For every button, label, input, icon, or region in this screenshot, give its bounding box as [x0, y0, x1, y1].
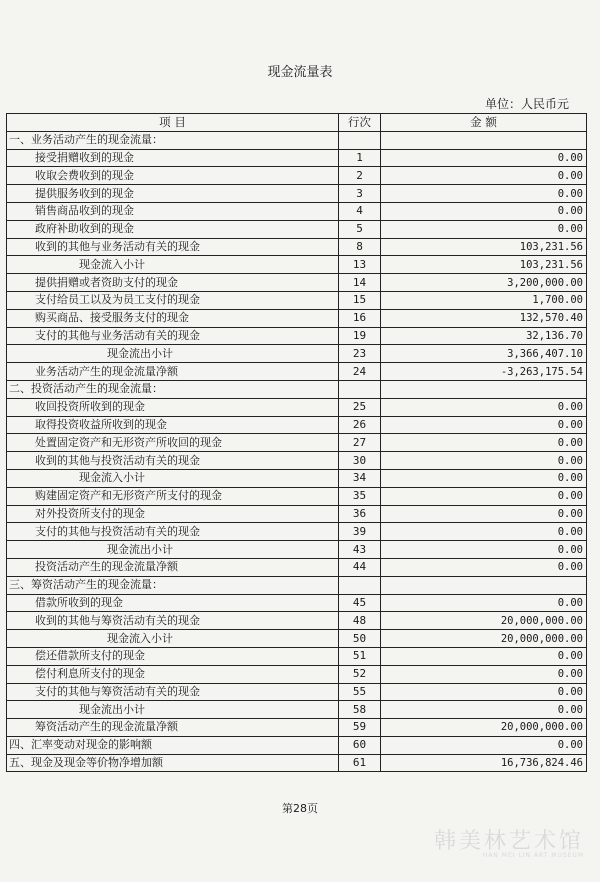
- cash-flow-table: [6, 113, 587, 772]
- row-amount: 32,136.70: [381, 327, 587, 345]
- row-item-label: 四、汇率变动对现金的影响额: [7, 736, 339, 754]
- page-number: 第28页: [282, 802, 318, 815]
- row-item-label: 业务活动产生的现金流量净额: [7, 363, 339, 381]
- row-amount: 103,231.56: [381, 238, 587, 256]
- row-item-label: 现金流入小计: [7, 630, 339, 648]
- row-line-number: 4: [339, 202, 381, 220]
- row-item-label: 政府补助收到的现金: [7, 220, 339, 238]
- row-amount: 0.00: [381, 487, 587, 505]
- table-row: [7, 719, 587, 737]
- museum-watermark: [424, 820, 592, 864]
- table-row: [7, 327, 587, 345]
- row-item-label: 偿付利息所支付的现金: [7, 665, 339, 683]
- row-amount: [381, 131, 587, 149]
- table-row: [7, 630, 587, 648]
- row-line-number: 15: [339, 291, 381, 309]
- row-item-label: 现金流入小计: [7, 256, 339, 274]
- row-line-number: 23: [339, 345, 381, 363]
- row-item-label: 收到的其他与业务活动有关的现金: [7, 238, 339, 256]
- table-row: [7, 754, 587, 772]
- table-row: [7, 220, 587, 238]
- table-row: [7, 665, 587, 683]
- row-line-number: 55: [339, 683, 381, 701]
- table-row: [7, 380, 587, 398]
- table-row: [7, 274, 587, 292]
- watermark-text-cn: 韩美林艺术馆: [433, 829, 584, 854]
- table-row: [7, 363, 587, 381]
- row-line-number: 60: [339, 736, 381, 754]
- row-line-number: 24: [339, 363, 381, 381]
- row-item-label: 投资活动产生的现金流量净额: [7, 558, 339, 576]
- row-item-label: 销售商品收到的现金: [7, 202, 339, 220]
- table-row: [7, 452, 587, 470]
- row-item-label: 接受捐赠收到的现金: [7, 149, 339, 167]
- row-amount: 0.00: [381, 647, 587, 665]
- row-amount: 0.00: [381, 149, 587, 167]
- table-row: [7, 202, 587, 220]
- table-row: [7, 185, 587, 203]
- table-row: [7, 149, 587, 167]
- table-body: [7, 131, 587, 772]
- table-row: [7, 612, 587, 630]
- table-row: [7, 523, 587, 541]
- row-amount: 0.00: [381, 736, 587, 754]
- row-line-number: [339, 131, 381, 149]
- row-line-number: 44: [339, 558, 381, 576]
- row-item-label: 购买商品、接受服务支付的现金: [7, 309, 339, 327]
- row-amount: 0.00: [381, 416, 587, 434]
- row-line-number: 2: [339, 167, 381, 185]
- row-amount: 3,366,407.10: [381, 345, 587, 363]
- row-line-number: 16: [339, 309, 381, 327]
- row-line-number: 27: [339, 434, 381, 452]
- row-item-label: 现金流出小计: [7, 345, 339, 363]
- row-line-number: 19: [339, 327, 381, 345]
- table-row: [7, 487, 587, 505]
- row-amount: 0.00: [381, 683, 587, 701]
- row-line-number: 45: [339, 594, 381, 612]
- table-row: [7, 238, 587, 256]
- table-row: [7, 541, 587, 559]
- row-item-label: 一、业务活动产生的现金流量：: [7, 131, 339, 149]
- row-amount: 103,231.56: [381, 256, 587, 274]
- row-amount: 0.00: [381, 220, 587, 238]
- row-item-label: 收回投资所收到的现金: [7, 398, 339, 416]
- table-row: [7, 736, 587, 754]
- row-amount: 0.00: [381, 469, 587, 487]
- table-row: [7, 345, 587, 363]
- table-row: [7, 131, 587, 149]
- column-header-item: 项 目: [7, 114, 339, 132]
- row-amount: 20,000,000.00: [381, 719, 587, 737]
- row-item-label: 现金流出小计: [7, 701, 339, 719]
- row-item-label: 偿还借款所支付的现金: [7, 647, 339, 665]
- row-amount: 3,200,000.00: [381, 274, 587, 292]
- row-line-number: 51: [339, 647, 381, 665]
- row-amount: 20,000,000.00: [381, 612, 587, 630]
- column-header-line: 行次: [339, 114, 381, 132]
- row-item-label: 提供捐赠或者资助支付的现金: [7, 274, 339, 292]
- table-row: [7, 256, 587, 274]
- row-amount: 0.00: [381, 185, 587, 203]
- row-amount: 0.00: [381, 523, 587, 541]
- row-line-number: 13: [339, 256, 381, 274]
- table-row: [7, 505, 587, 523]
- row-line-number: 43: [339, 541, 381, 559]
- row-amount: 0.00: [381, 434, 587, 452]
- row-line-number: 5: [339, 220, 381, 238]
- row-amount: 0.00: [381, 167, 587, 185]
- row-item-label: 对外投资所支付的现金: [7, 505, 339, 523]
- row-line-number: 34: [339, 469, 381, 487]
- row-amount: 0.00: [381, 594, 587, 612]
- row-line-number: 25: [339, 398, 381, 416]
- row-line-number: 36: [339, 505, 381, 523]
- row-item-label: 现金流入小计: [7, 469, 339, 487]
- table-header-row: [7, 114, 587, 132]
- table-row: [7, 701, 587, 719]
- row-item-label: 现金流出小计: [7, 541, 339, 559]
- row-line-number: [339, 576, 381, 594]
- row-amount: 16,736,824.46: [381, 754, 587, 772]
- row-item-label: 借款所收到的现金: [7, 594, 339, 612]
- row-line-number: 61: [339, 754, 381, 772]
- row-amount: 0.00: [381, 558, 587, 576]
- table-row: [7, 309, 587, 327]
- row-item-label: 收到的其他与投资活动有关的现金: [7, 452, 339, 470]
- row-amount: 0.00: [381, 665, 587, 683]
- row-line-number: 14: [339, 274, 381, 292]
- row-item-label: 五、现金及现金等价物净增加额: [7, 754, 339, 772]
- row-line-number: 52: [339, 665, 381, 683]
- row-item-label: 支付给员工以及为员工支付的现金: [7, 291, 339, 309]
- row-amount: 0.00: [381, 541, 587, 559]
- table-row: [7, 398, 587, 416]
- row-amount: 0.00: [381, 398, 587, 416]
- row-item-label: 三、筹资活动产生的现金流量：: [7, 576, 339, 594]
- row-line-number: 30: [339, 452, 381, 470]
- table-row: [7, 434, 587, 452]
- table-row: [7, 416, 587, 434]
- table-row: [7, 291, 587, 309]
- row-line-number: 59: [339, 719, 381, 737]
- row-line-number: 1: [339, 149, 381, 167]
- row-item-label: 收到的其他与筹资活动有关的现金: [7, 612, 339, 630]
- table-row: [7, 558, 587, 576]
- row-item-label: 提供服务收到的现金: [7, 185, 339, 203]
- page-title: 现金流量表: [267, 65, 333, 80]
- row-item-label: 筹资活动产生的现金流量净额: [7, 719, 339, 737]
- row-line-number: 8: [339, 238, 381, 256]
- row-amount: 20,000,000.00: [381, 630, 587, 648]
- table-row: [7, 683, 587, 701]
- row-line-number: 48: [339, 612, 381, 630]
- table-row: [7, 594, 587, 612]
- row-line-number: 35: [339, 487, 381, 505]
- watermark-text-en: HAN MEI LIN ART MUSEUM: [482, 852, 584, 859]
- table-row: [7, 469, 587, 487]
- row-item-label: 支付的其他与业务活动有关的现金: [7, 327, 339, 345]
- row-line-number: 26: [339, 416, 381, 434]
- row-amount: -3,263,175.54: [381, 363, 587, 381]
- row-amount: 0.00: [381, 452, 587, 470]
- row-item-label: 取得投资收益所收到的现金: [7, 416, 339, 434]
- row-amount: 1,700.00: [381, 291, 587, 309]
- row-item-label: 支付的其他与投资活动有关的现金: [7, 523, 339, 541]
- row-amount: [381, 380, 587, 398]
- row-line-number: 39: [339, 523, 381, 541]
- row-amount: 132,570.40: [381, 309, 587, 327]
- column-header-amount: 金 额: [381, 114, 587, 132]
- table-row: [7, 647, 587, 665]
- row-item-label: 处置固定资产和无形资产所收回的现金: [7, 434, 339, 452]
- row-line-number: 58: [339, 701, 381, 719]
- row-amount: 0.00: [381, 701, 587, 719]
- row-item-label: 收取会费收到的现金: [7, 167, 339, 185]
- row-line-number: [339, 380, 381, 398]
- row-item-label: 购建固定资产和无形资产所支付的现金: [7, 487, 339, 505]
- row-amount: 0.00: [381, 505, 587, 523]
- table-row: [7, 167, 587, 185]
- row-item-label: 支付的其他与筹资活动有关的现金: [7, 683, 339, 701]
- row-amount: 0.00: [381, 202, 587, 220]
- row-line-number: 3: [339, 185, 381, 203]
- row-line-number: 50: [339, 630, 381, 648]
- table-row: [7, 576, 587, 594]
- row-item-label: 二、投资活动产生的现金流量：: [7, 380, 339, 398]
- row-amount: [381, 576, 587, 594]
- currency-unit: 单位：人民币元: [484, 97, 569, 111]
